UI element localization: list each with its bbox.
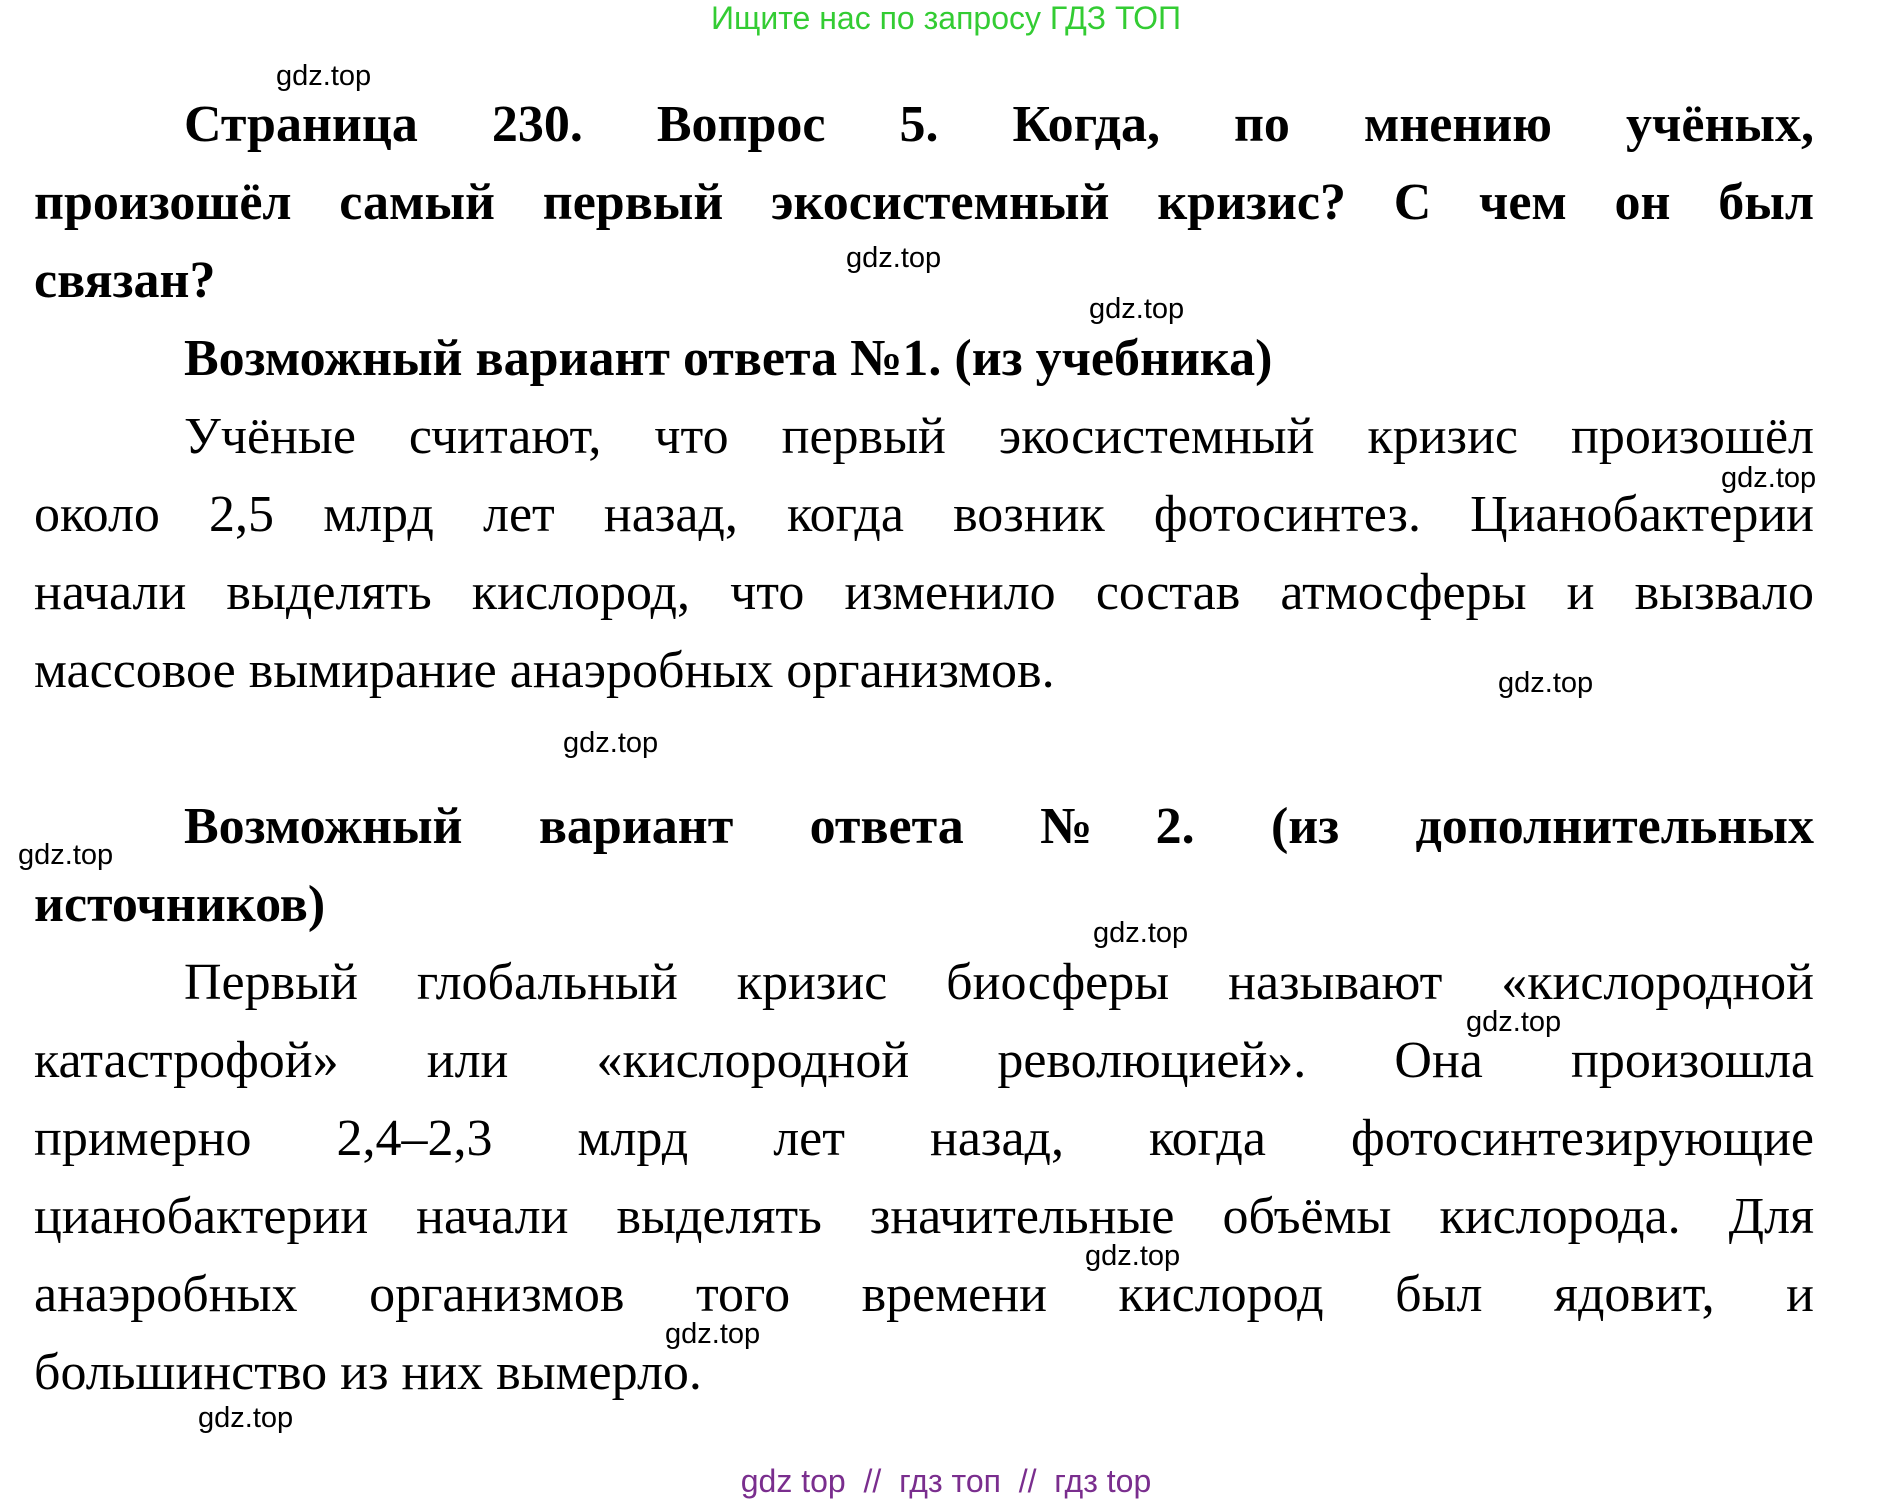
watermark-text: gdz.top	[1093, 917, 1189, 949]
answer1-body	[34, 398, 1817, 710]
answer2-heading: Возможный вариант ответа №2. (из дополнительных	[184, 798, 1814, 855]
answer1-line: массовое вымирание анаэробных организмов.	[34, 642, 1055, 699]
question-line: произошёл самый первый экосистемный кризис? С чем он был	[34, 174, 1814, 231]
watermark-text: gdz.top	[198, 1402, 294, 1434]
answer2-line: примерно 2,4–2,3 млрд лет назад, когда фотосинтезирующие	[34, 1110, 1814, 1167]
question-line: Страница 230. Вопрос 5. Когда, по мнению учёных,	[184, 96, 1814, 153]
answer1-line: начали выделять кислород, что изменило состав атмосферы и вызвало	[34, 564, 1814, 621]
answer2-line: большинство из них вымерло.	[34, 1344, 702, 1401]
watermark-text: gdz.top	[563, 727, 659, 759]
answer2-heading-block	[34, 788, 1814, 944]
footer-text: gdz top // гдз топ // гдз top	[740, 1463, 1152, 1499]
watermark-text: gdz.top	[1466, 1006, 1562, 1038]
question-line: связан?	[34, 252, 216, 309]
answer2-line: катастрофой» или «кислородной революцией». Она произошла	[34, 1032, 1814, 1089]
watermark-text: gdz.top	[276, 60, 372, 92]
answer2-line: Первый глобальный кризис биосферы называют «кислородной	[184, 954, 1814, 1011]
answer1-line: около 2,5 млрд лет назад, когда возник фотосинтез. Цианобактерии	[34, 486, 1814, 543]
answer2-line: анаэробных организмов того времени кислород был ядовит, и	[34, 1266, 1814, 1323]
answer2-line: цианобактерии начали выделять значительные объёмы кислорода. Для	[34, 1188, 1814, 1245]
watermark-text: gdz.top	[18, 839, 114, 871]
answer1-line: Учёные считают, что первый экосистемный кризис произошёл	[184, 408, 1814, 465]
watermark-text: gdz.top	[1721, 462, 1817, 494]
watermark-text: gdz.top	[846, 242, 942, 274]
watermark-text: gdz.top	[1498, 667, 1594, 699]
watermark-text: gdz.top	[1089, 293, 1185, 325]
answer1-heading-block	[34, 320, 1814, 398]
question-block	[34, 86, 1814, 320]
top-search-banner: Ищите нас по запросу ГДЗ ТОП	[711, 0, 1181, 36]
answer2-heading: источников)	[34, 876, 326, 933]
watermark-text: gdz.top	[665, 1318, 761, 1350]
answer1-heading: Возможный вариант ответа №1. (из учебника)	[184, 330, 1273, 387]
watermark-text: gdz.top	[1085, 1240, 1181, 1272]
